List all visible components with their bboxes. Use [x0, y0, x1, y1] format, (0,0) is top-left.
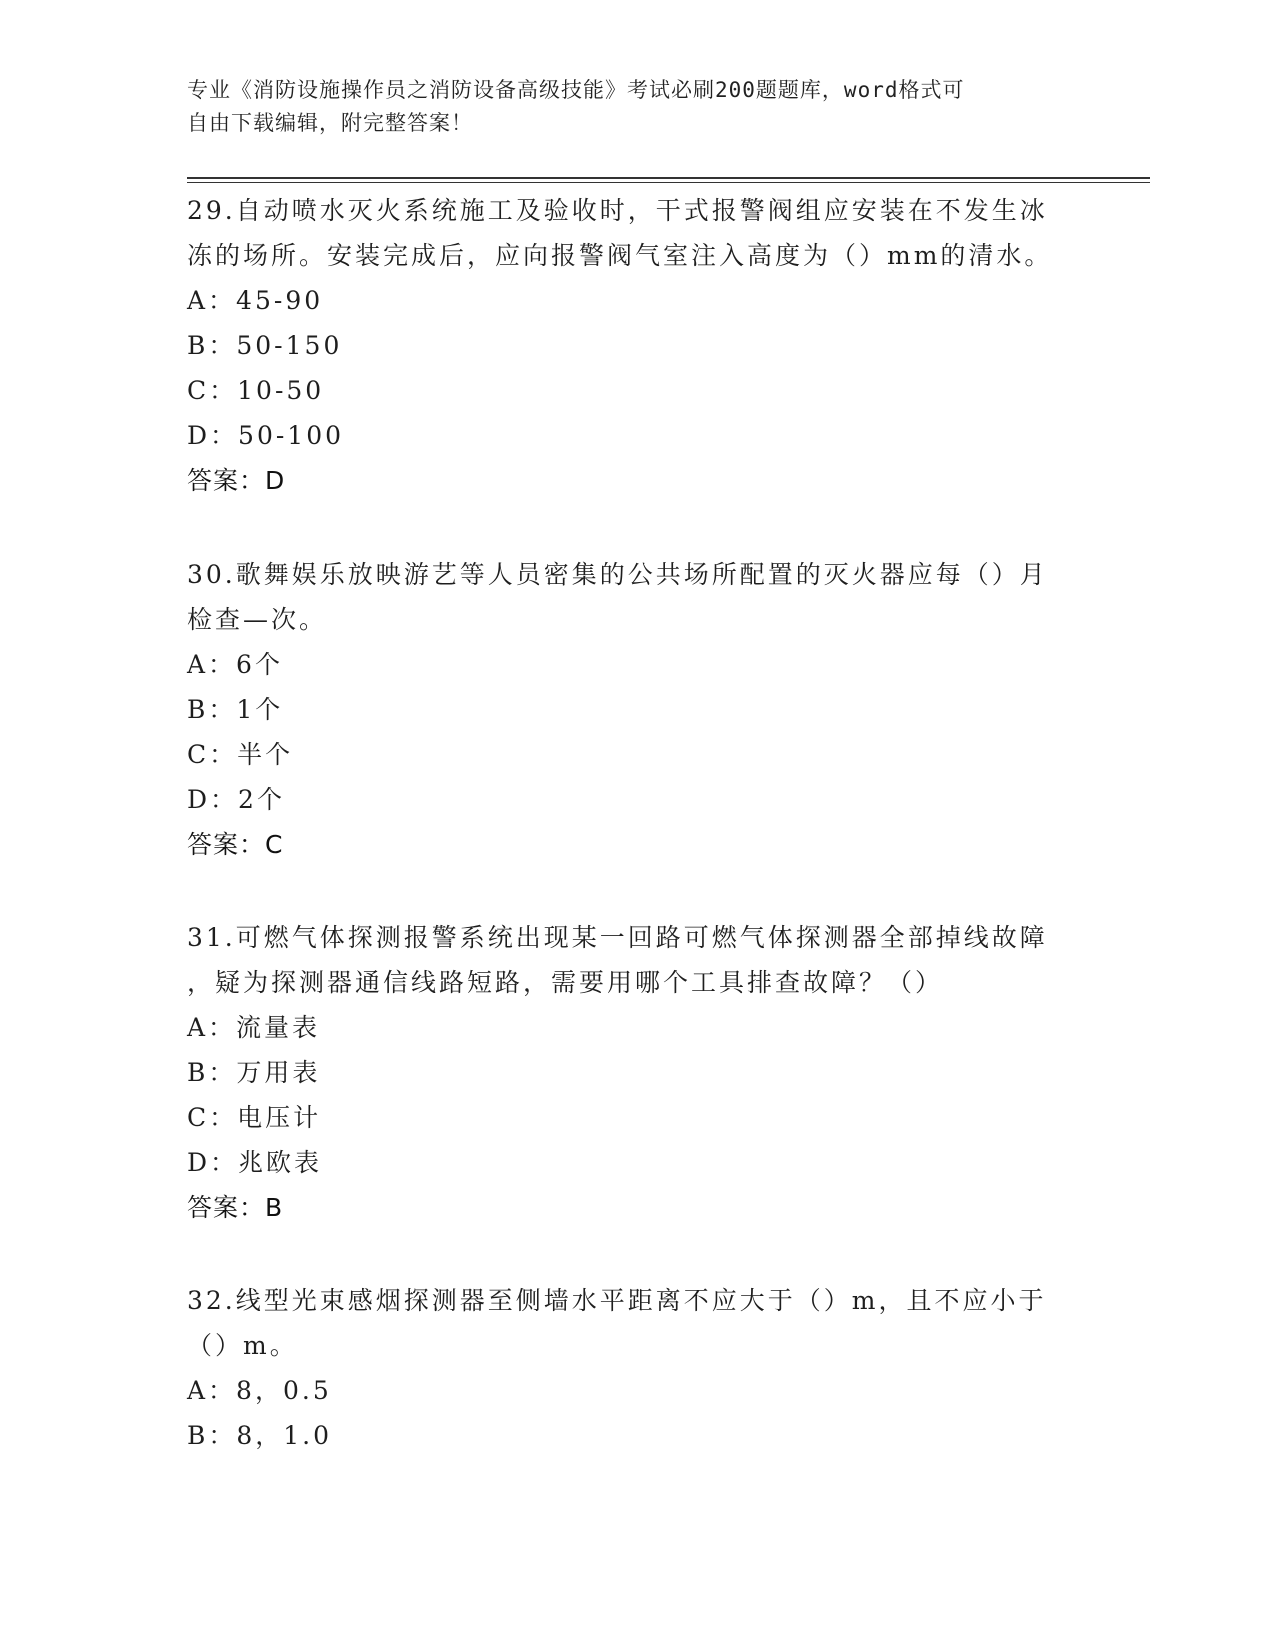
option-a: A：8，0.5 [187, 1376, 332, 1405]
question-29 [187, 188, 1087, 503]
answer: 答案：B [187, 1193, 284, 1222]
header-divider [187, 177, 1150, 179]
option-b: B：50-150 [187, 331, 343, 360]
question-line: ，疑为探测器通信线路短路，需要用哪个工具排查故障？（） [187, 968, 944, 997]
question-30 [187, 552, 1087, 867]
question-line: （）m。 [187, 1331, 298, 1360]
question-text [187, 1278, 1087, 1368]
option-d: D：兆欧表 [187, 1148, 323, 1177]
option-a: A：6个 [187, 650, 283, 679]
question-line: 检查—次。 [187, 605, 328, 634]
option-d: D：50-100 [187, 421, 345, 450]
option-c: C：半个 [187, 740, 294, 769]
document-header [187, 74, 1067, 140]
option-d: D：2个 [187, 785, 285, 814]
question-32 [187, 1278, 1087, 1458]
question-line: 32.线型光束感烟探测器至侧墙水平距离不应大于（）m，且不应小于 [187, 1286, 1047, 1315]
header-divider-thin [187, 182, 1150, 183]
option-list [187, 1368, 1087, 1458]
option-c: C：电压计 [187, 1103, 322, 1132]
option-a: A：45-90 [187, 286, 324, 315]
option-c: C：10-50 [187, 376, 325, 405]
option-b: B：8，1.0 [187, 1421, 333, 1450]
question-line: 29.自动喷水灭火系统施工及验收时，干式报警阀组应安装在不发生冰 [187, 196, 1048, 225]
option-b: B：1个 [187, 695, 284, 724]
header-line: 专业《消防设施操作员之消防设备高级技能》考试必刷200题题库，word格式可 [187, 78, 965, 102]
answer: 答案：D [187, 466, 286, 495]
option-b: B：万用表 [187, 1058, 321, 1087]
option-list [187, 642, 1087, 822]
option-list [187, 278, 1087, 458]
question-31 [187, 915, 1087, 1230]
question-text [187, 915, 1087, 1005]
option-a: A：流量表 [187, 1013, 321, 1042]
question-text [187, 188, 1087, 278]
option-list [187, 1005, 1087, 1185]
question-line: 冻的场所。安装完成后，应向报警阀气室注入高度为（）mm的清水。 [187, 241, 1053, 270]
answer: 答案：C [187, 830, 284, 859]
question-text [187, 552, 1087, 642]
question-line: 31.可燃气体探测报警系统出现某一回路可燃气体探测器全部掉线故障 [187, 923, 1048, 952]
question-line: 30.歌舞娱乐放映游艺等人员密集的公共场所配置的灭火器应每（）月 [187, 560, 1048, 589]
header-line: 自由下载编辑，附完整答案！ [187, 111, 473, 135]
